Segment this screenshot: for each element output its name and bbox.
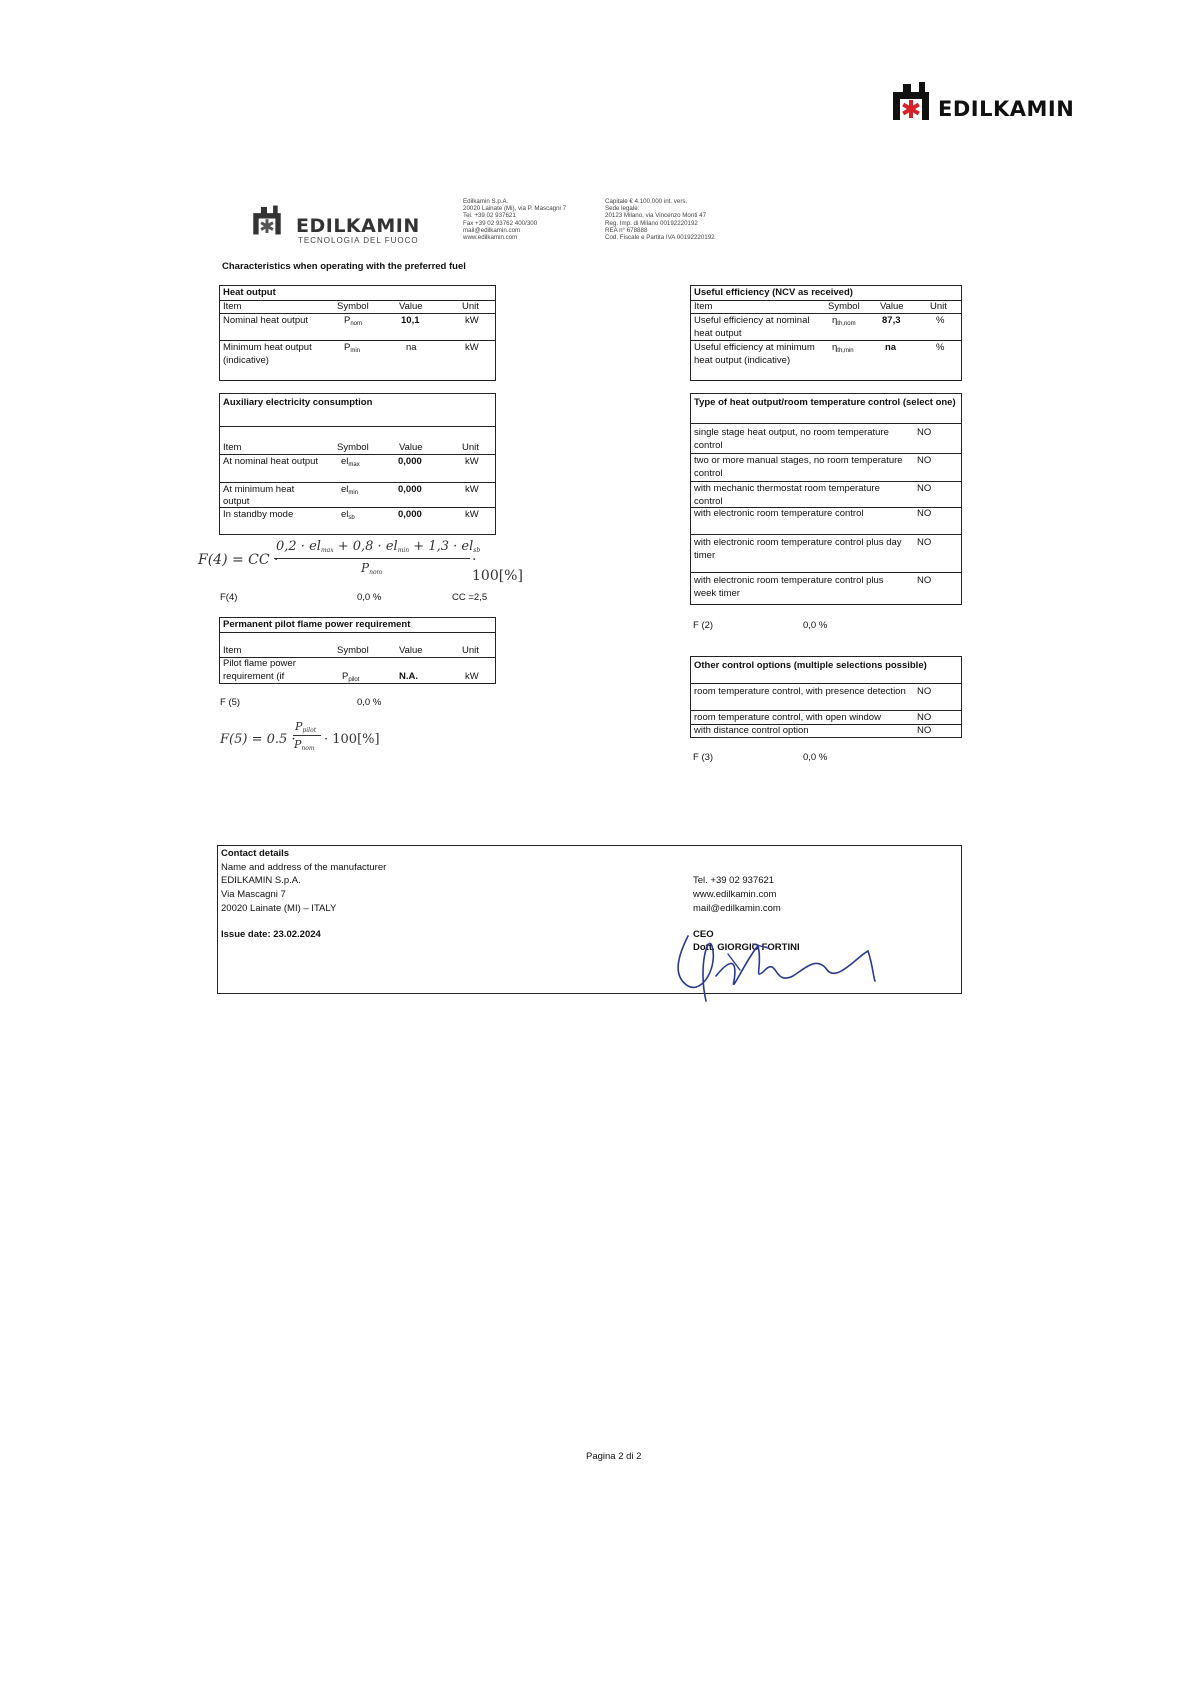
row-unit: kW: [465, 315, 479, 326]
row-symbol: $el_{min}$: [341, 484, 359, 496]
row-symbol: $P_{min}$: [344, 342, 361, 354]
control-option-label: with electronic room temperature control plus day: [694, 537, 902, 548]
row-symbol: $\eta_{th,nom}$: [832, 315, 856, 327]
control-option-label-cont: control: [694, 440, 723, 451]
header-unit: Unit: [462, 301, 479, 312]
header-symbol: Symbol: [337, 645, 369, 656]
f4-value: 0,0 %: [357, 592, 382, 603]
contact-line: EDILKAMIN S.p.A.: [221, 875, 301, 886]
header-symbol: Symbol: [337, 442, 369, 453]
row-unit: kW: [465, 484, 479, 495]
signature-icon: [668, 926, 918, 1011]
f3-label: F (3): [693, 752, 714, 763]
section-title: Characteristics when operating with the preferred fuel: [222, 261, 466, 272]
control-option-label-cont: control: [694, 468, 723, 479]
row-symbol: $el_{sb}$: [341, 509, 355, 521]
control-option-value: NO: [917, 427, 932, 438]
aux-electricity-table: [219, 393, 496, 535]
row-item-cont: (indicative): [223, 355, 269, 366]
other-option-value: NO: [917, 712, 932, 723]
control-option-value: NO: [917, 455, 932, 466]
ceo-title: CEO: [693, 929, 714, 940]
company-info-line: Tel. +39 02 937621: [463, 212, 516, 220]
header-unit: Unit: [930, 301, 947, 312]
company-info-line: Fax +39 02 93762 400/300: [463, 219, 538, 227]
header-item: Item: [694, 301, 713, 312]
control-option-label-cont: week timer: [694, 588, 740, 599]
edilkamin-logo-icon: [250, 204, 284, 236]
letterhead-logo: [250, 200, 440, 246]
row-item-cont: output: [223, 496, 250, 507]
legal-info-line: Sede legale:: [605, 205, 640, 213]
heat-output-table: [219, 285, 496, 381]
contact-email: mail@edilkamin.com: [693, 903, 781, 914]
row-unit: kW: [465, 456, 479, 467]
table-title: Permanent pilot flame power requirement: [223, 619, 411, 630]
table-title: Auxiliary electricity consumption: [223, 397, 373, 408]
row-value: 0,000: [398, 484, 422, 495]
row-item: At minimum heat: [223, 484, 295, 495]
company-info-line: mail@edilkamin.com: [463, 226, 521, 234]
row-item: Minimum heat output: [223, 342, 312, 353]
company-info-line: 20020 Lainate (Mi), via P. Mascagni 7: [463, 205, 567, 213]
page-number: Pagina 2 di 2: [586, 1451, 642, 1462]
row-unit: %: [936, 342, 945, 353]
edilkamin-logo-icon: [891, 80, 931, 122]
row-symbol: $P_{pilot}$: [342, 671, 360, 683]
f4-formula: F(4) = CC · $0,2 \cdot el_{max} + 0,8 \cdot el_{min} + 1,3 \cdot el_{sb}$ $P_{nom}$ · 100[%]: [198, 539, 523, 584]
header-value: Value: [399, 301, 423, 312]
row-symbol: $P_{nom}$: [344, 315, 363, 327]
header-symbol: Symbol: [828, 301, 860, 312]
control-option-label: with electronic room temperature control plus: [694, 575, 884, 586]
row-unit: kW: [465, 509, 479, 520]
other-option-label: room temperature control, with open window: [694, 712, 881, 723]
header-item: Item: [223, 645, 242, 656]
f3-value: 0,0 %: [803, 752, 828, 763]
row-value: N.A.: [399, 671, 418, 682]
row-item: Pilot flame power: [223, 658, 296, 669]
contact-details-box: [217, 845, 962, 994]
row-value: 87,3: [882, 315, 901, 326]
legal-info-line: 20123 Milano, via Vincenzo Monti 47: [605, 212, 707, 220]
legal-info-line: Cod. Fiscale e Partita IVA 00192220192: [605, 234, 715, 242]
header-unit: Unit: [462, 442, 479, 453]
other-option-label: room temperature control, with presence detection: [694, 686, 906, 697]
row-symbol: $el_{max}$: [341, 456, 360, 468]
efficiency-table: [690, 285, 962, 381]
row-item-cont: requirement (if: [223, 671, 285, 682]
contact-phone: Tel. +39 02 937621: [693, 875, 775, 886]
row-value: na: [406, 342, 417, 353]
f4-cc: CC =2,5: [452, 592, 488, 603]
legal-info-line: Capitale € 4.100.000 int. vers.: [605, 198, 688, 205]
ceo-name: Dott. GIORGIO FORTINI: [693, 942, 800, 953]
other-option-value: NO: [917, 686, 932, 697]
contact-line: Via Mascagni 7: [221, 889, 286, 900]
other-option-label: with distance control option: [694, 725, 809, 736]
control-type-table: [690, 393, 962, 605]
f2-value: 0,0 %: [803, 620, 828, 631]
header-value: Value: [399, 645, 423, 656]
brand-name: EDILKAMIN: [938, 97, 1075, 121]
other-option-value: NO: [917, 725, 932, 736]
contact-line: Name and address of the manufacturer: [221, 862, 387, 873]
legal-info-line: Reg. Imp. di Milano 00192220192: [605, 219, 698, 227]
row-symbol: $\eta_{th,min}$: [832, 342, 854, 354]
letterhead-tagline: TECNOLOGIA DEL FUOCO: [298, 236, 419, 245]
letterhead-legal-info: [605, 198, 745, 241]
row-item: Nominal heat output: [223, 315, 309, 326]
table-title: Heat output: [223, 287, 276, 298]
f4-label: F(4): [220, 592, 238, 603]
contact-title: Contact details: [221, 848, 290, 859]
letterhead-company-info: [463, 198, 593, 241]
control-option-label: with electronic room temperature control: [694, 508, 864, 519]
control-option-value: NO: [917, 575, 932, 586]
control-option-label: single stage heat output, no room temperature: [694, 427, 889, 438]
row-item-cont: heat output: [694, 328, 742, 339]
control-option-label-cont: timer: [694, 550, 716, 561]
f5-label: F (5): [220, 697, 241, 708]
row-unit: kW: [465, 342, 479, 353]
contact-website: www.edilkamin.com: [693, 889, 777, 900]
header-item: Item: [223, 301, 242, 312]
row-value: na: [885, 342, 897, 353]
header-item: Item: [223, 442, 242, 453]
contact-line: 20020 Lainate (MI) – ITALY: [221, 903, 337, 914]
row-value: 0,000: [398, 456, 422, 467]
control-option-value: NO: [917, 483, 932, 494]
row-item-cont: heat output (indicative): [694, 355, 791, 366]
header-unit: Unit: [462, 645, 479, 656]
table-title: Type of heat output/room temperature control (select one): [694, 397, 956, 408]
letterhead-brand-name: EDILKAMIN: [296, 215, 420, 237]
pilot-flame-table: [219, 617, 496, 684]
company-info-line: www.edilkamin.com: [463, 234, 518, 242]
row-item: In standby mode: [223, 509, 294, 520]
row-item: Useful efficiency at nominal: [694, 315, 810, 326]
header-logo: [891, 80, 1101, 122]
header-symbol: Symbol: [337, 301, 369, 312]
f5-formula: F(5) = 0.5 · $P_{pilot}$ $P_{nom}$ · 100[%]: [220, 720, 380, 752]
control-option-label-cont: control: [694, 496, 723, 507]
row-unit: kW: [465, 671, 479, 682]
row-item: At nominal heat output: [223, 456, 319, 467]
control-option-value: NO: [917, 508, 932, 519]
row-value: 0,000: [398, 509, 422, 520]
issue-date: Issue date: 23.02.2024: [221, 929, 321, 940]
table-title: Other control options (multiple selections possible): [694, 660, 927, 671]
control-option-value: NO: [917, 537, 932, 548]
f2-label: F (2): [693, 620, 714, 631]
other-control-table: [690, 656, 962, 738]
row-item: Useful efficiency at minimum: [694, 342, 815, 353]
table-title: Useful efficiency (NCV as received): [694, 287, 853, 298]
header-value: Value: [399, 442, 423, 453]
control-option-label: two or more manual stages, no room temperature: [694, 455, 903, 466]
control-option-label: with mechanic thermostat room temperature: [694, 483, 880, 494]
legal-info-line: REA n° 678888: [605, 226, 648, 234]
row-unit: %: [936, 315, 945, 326]
company-info-line: Edilkamin S.p.A.: [463, 198, 509, 205]
f5-value: 0,0 %: [357, 697, 382, 708]
row-value: 10,1: [401, 315, 420, 326]
header-value: Value: [880, 301, 904, 312]
